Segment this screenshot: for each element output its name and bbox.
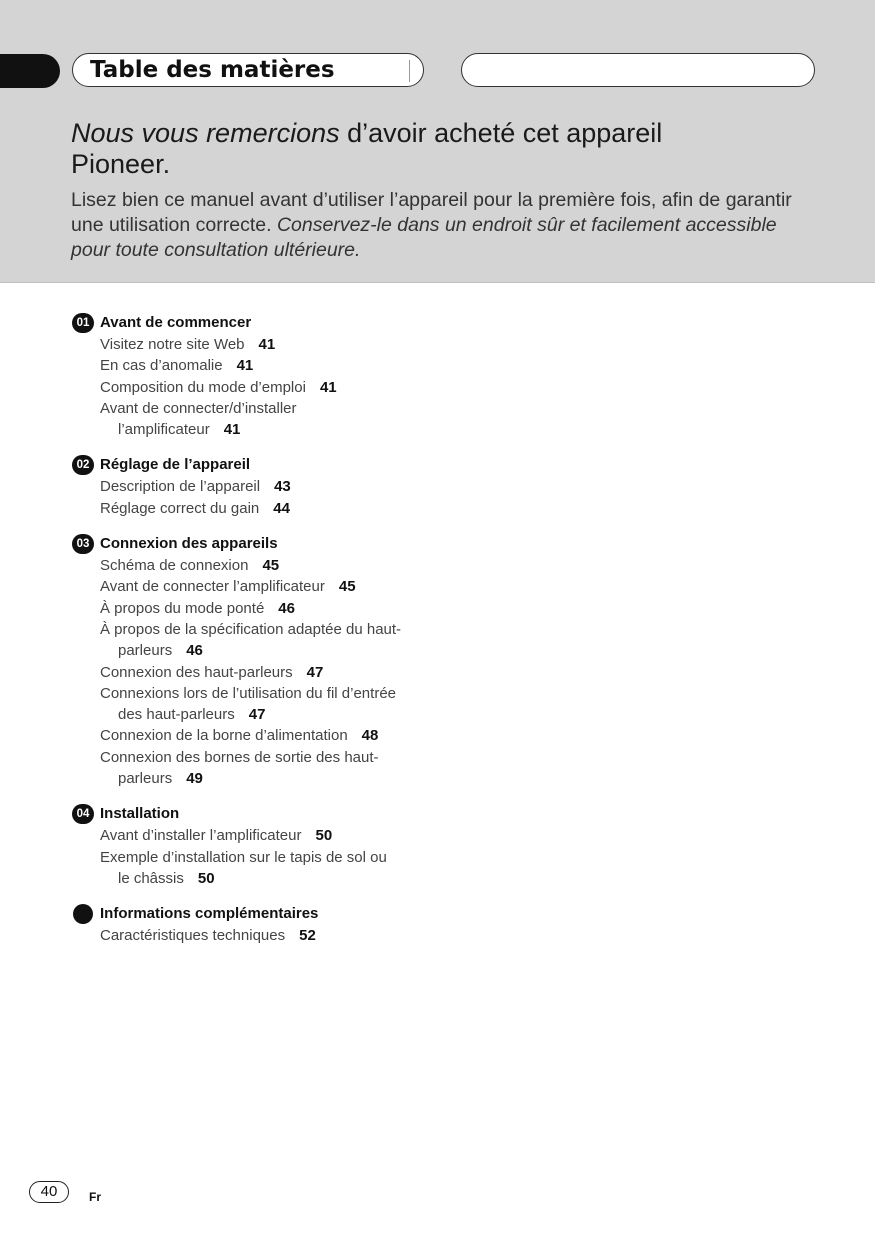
toc-entry[interactable] bbox=[100, 683, 492, 726]
toc-section-header bbox=[72, 903, 492, 925]
toc-entry[interactable] bbox=[100, 334, 492, 355]
toc-entry-text: Caractéristiques techniques bbox=[100, 927, 286, 945]
toc-entry-continuation bbox=[100, 640, 492, 661]
toc-page-number: 50 bbox=[315, 827, 333, 845]
section-tab-marker bbox=[0, 54, 60, 88]
chapter-number-badge: 02 bbox=[72, 455, 94, 475]
toc-entry-text: En cas d’anomalie bbox=[100, 357, 223, 375]
toc-entry-continuation bbox=[100, 868, 492, 889]
toc-entry-continuation bbox=[100, 419, 492, 440]
toc-entry[interactable] bbox=[100, 847, 492, 890]
toc-page-number: 49 bbox=[186, 770, 203, 788]
toc-entry-list bbox=[100, 555, 492, 789]
toc-entry-text: Description de l’appareil bbox=[100, 478, 261, 496]
toc-entry-text: Visitez notre site Web bbox=[100, 336, 245, 353]
toc-entry[interactable] bbox=[100, 576, 492, 597]
toc-entry-text: Avant de connecter/d’installer bbox=[100, 399, 297, 417]
page-number: 40 bbox=[29, 1181, 69, 1203]
toc-page-number: 46 bbox=[186, 642, 203, 660]
toc-entry[interactable] bbox=[100, 662, 492, 683]
toc-page-number: 50 bbox=[197, 869, 215, 887]
title-divider bbox=[409, 60, 410, 82]
toc-entry-text: Schéma de connexion bbox=[100, 557, 249, 575]
intro-headline bbox=[71, 118, 831, 180]
toc-entry-continuation-text: le châssis bbox=[118, 869, 184, 887]
intro-text bbox=[71, 188, 821, 263]
headline-rest: d’avoir acheté cet appareil bbox=[339, 118, 663, 148]
page-title: Table des matières bbox=[90, 57, 335, 83]
toc-section bbox=[72, 533, 492, 789]
chapter-number-badge: 01 bbox=[72, 313, 94, 333]
intro-body: Lisez bien ce manuel avant d’utiliser l’appareil pour la première fois, afin de garantir une utilisation correcte. bbox=[71, 189, 792, 236]
toc-entry[interactable] bbox=[100, 598, 492, 619]
toc-entry[interactable] bbox=[100, 398, 492, 441]
toc-page-number: 43 bbox=[274, 478, 291, 496]
toc-section bbox=[72, 903, 492, 946]
right-title-box bbox=[461, 53, 815, 87]
toc-entry[interactable] bbox=[100, 355, 492, 376]
toc-entry[interactable] bbox=[100, 747, 492, 790]
toc-entry[interactable] bbox=[100, 476, 492, 497]
toc-entry-text: Connexion de la borne d’alimentation bbox=[100, 727, 348, 745]
toc-entry-text: Exemple d’installation sur le tapis de sol ou bbox=[100, 848, 387, 866]
table-of-contents bbox=[72, 312, 492, 961]
toc-page-number: 41 bbox=[319, 378, 337, 396]
toc-entry-text: Connexion des bornes de sortie des haut- bbox=[100, 748, 379, 766]
toc-page-number: 45 bbox=[262, 557, 280, 575]
toc-entry[interactable] bbox=[100, 619, 492, 662]
intro-body-italic: Conservez-le dans un endroit sûr et facilement accessible pour toute consultation ultérieure. bbox=[71, 214, 777, 261]
toc-page-number: 48 bbox=[361, 727, 379, 745]
toc-entry-list bbox=[100, 925, 492, 946]
toc-entry-text: Réglage correct du gain bbox=[100, 499, 260, 517]
toc-entry[interactable] bbox=[100, 925, 492, 946]
toc-entry-text: À propos de la spécification adaptée du haut- bbox=[100, 620, 402, 638]
headline-line2: Pioneer. bbox=[71, 149, 171, 179]
header-band bbox=[0, 0, 875, 283]
toc-entry-text: Connexion des haut-parleurs bbox=[100, 663, 293, 681]
toc-entry-list bbox=[100, 476, 492, 519]
language-code: Fr bbox=[89, 1190, 101, 1204]
toc-entry-continuation-text: parleurs bbox=[118, 642, 173, 660]
toc-entry-text: Avant d’installer l’amplificateur bbox=[100, 827, 302, 845]
chapter-number-badge: 04 bbox=[72, 804, 94, 824]
toc-entry[interactable] bbox=[100, 725, 492, 746]
toc-section-header bbox=[72, 533, 492, 555]
toc-page-number: 44 bbox=[273, 499, 290, 517]
chapter-number-badge bbox=[73, 904, 93, 924]
toc-section-header bbox=[72, 312, 492, 334]
chapter-title[interactable]: Informations complémentaires bbox=[100, 905, 319, 923]
toc-entry-text: Avant de connecter l’amplificateur bbox=[100, 578, 325, 596]
toc-entry-text: Composition du mode d’emploi bbox=[100, 378, 306, 396]
toc-entry-continuation bbox=[100, 768, 492, 789]
toc-entry-continuation-text: l’amplificateur bbox=[118, 421, 210, 439]
toc-page-number: 41 bbox=[223, 421, 241, 439]
toc-page-number: 47 bbox=[306, 663, 324, 681]
toc-section bbox=[72, 803, 492, 889]
toc-entry[interactable] bbox=[100, 555, 492, 576]
toc-page-number: 47 bbox=[248, 706, 266, 724]
toc-page-number: 52 bbox=[299, 927, 316, 945]
toc-entry-continuation bbox=[100, 704, 492, 725]
toc-page-number: 45 bbox=[338, 578, 356, 596]
toc-page-number: 46 bbox=[278, 599, 295, 617]
toc-entry-continuation-text: parleurs bbox=[118, 770, 173, 788]
toc-section-header bbox=[72, 454, 492, 476]
toc-section bbox=[72, 454, 492, 519]
toc-entry-text: À propos du mode ponté bbox=[100, 599, 265, 617]
toc-entry-list bbox=[100, 334, 492, 440]
toc-section-header bbox=[72, 803, 492, 825]
headline-italic: Nous vous remercions bbox=[71, 118, 340, 148]
toc-page-number: 41 bbox=[258, 336, 276, 353]
toc-entry-list bbox=[100, 825, 492, 889]
toc-entry-continuation-text: des haut-parleurs bbox=[118, 706, 235, 724]
toc-page-number: 41 bbox=[236, 357, 254, 375]
chapter-title[interactable]: Installation bbox=[100, 805, 180, 823]
toc-entry[interactable] bbox=[100, 377, 492, 398]
title-box bbox=[72, 53, 424, 87]
chapter-title[interactable]: Réglage de l’appareil bbox=[100, 456, 251, 474]
toc-entry-text: Connexions lors de l’utilisation du fil d’entrée bbox=[100, 684, 397, 702]
chapter-title[interactable]: Avant de commencer bbox=[100, 314, 252, 331]
chapter-title[interactable]: Connexion des appareils bbox=[100, 535, 278, 553]
toc-entry[interactable] bbox=[100, 825, 492, 846]
toc-section bbox=[72, 312, 492, 440]
chapter-number-badge: 03 bbox=[72, 534, 94, 554]
toc-entry[interactable] bbox=[100, 498, 492, 519]
